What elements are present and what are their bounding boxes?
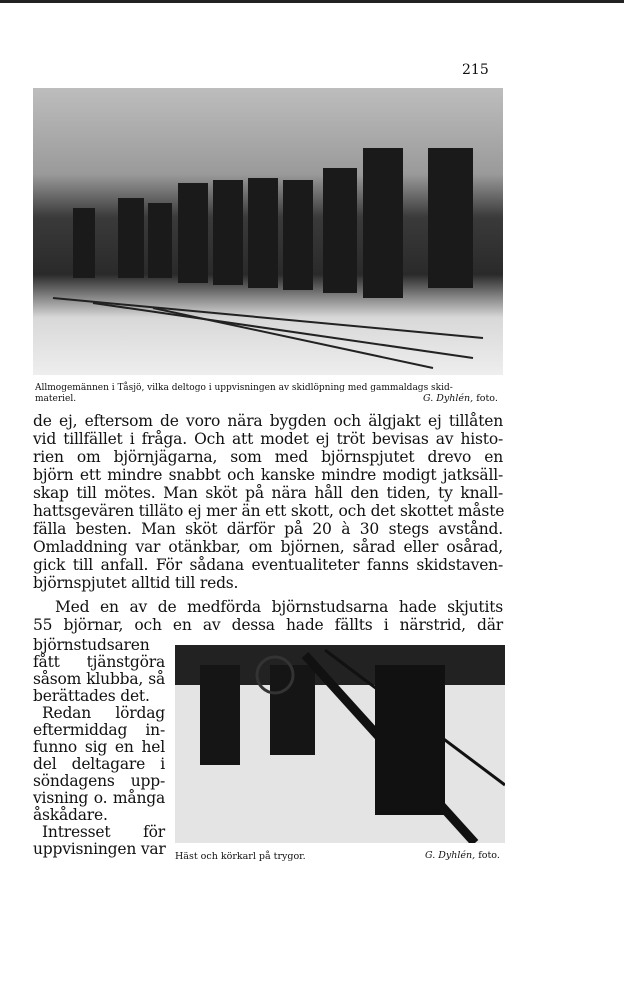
- text-line-narrow: såsom klubba, så: [33, 670, 165, 688]
- text-line-narrow: åskådare.: [33, 806, 108, 824]
- text-line: fälla besten. Man sköt därför på 20 à 30 stegs avstånd.: [33, 520, 503, 538]
- text-line: björnspjutet alltid till reds.: [33, 574, 239, 592]
- text-line: Omladdning var otänkbar, om björnen, sårad eller osårad,: [33, 538, 503, 556]
- horse-illustration: [175, 645, 505, 843]
- text-line: rien om björnjägarna, som med björnspjutet drevo en: [33, 448, 503, 466]
- photographer-name: G. Dyhlén,: [425, 850, 476, 861]
- top-border: [0, 0, 624, 3]
- text-line-narrow: fått tjänstgöra: [33, 653, 165, 671]
- page-number: 215: [462, 62, 489, 78]
- text-line: hattsgevären tilläto ej mer än ett skott, och det skottet måste: [33, 502, 505, 520]
- text-line: vid tillfället i fråga. Och att modet ej tröt bevisas av histo-: [33, 430, 503, 448]
- text-line-narrow: uppvisningen var: [33, 840, 166, 858]
- photo-skiers: [33, 88, 503, 375]
- photo1-caption-line2: materiel.: [35, 394, 77, 404]
- text-line-narrow: söndagens upp-: [33, 772, 165, 790]
- skiers-illustration: [33, 88, 503, 375]
- photo-horse: [175, 645, 505, 843]
- text-line-narrow: del deltagare i: [33, 755, 165, 773]
- photo2-credit: [425, 850, 500, 861]
- text-line-narrow: berättades det.: [33, 687, 150, 705]
- credit-suffix: foto.: [478, 850, 500, 861]
- text-line: de ej, eftersom de voro nära bygden och älgjakt ej tillåten: [33, 412, 503, 430]
- text-line-narrow: Redan lördag: [42, 704, 165, 722]
- text-line-narrow: visning o. många: [33, 789, 165, 807]
- text-line-narrow: Intresset för: [42, 823, 165, 841]
- photo2-caption: Häst och körkarl på trygor.: [175, 851, 306, 862]
- text-line-narrow: eftermiddag in-: [33, 721, 165, 739]
- text-line: björn ett mindre snabbt och kanske mindre modigt jatksäll-: [33, 466, 503, 484]
- text-line: 55 björnar, och en av dessa hade fällts i närstrid, där: [33, 616, 503, 634]
- text-line: skap till mötes. Man sköt på nära håll den tiden, ty knall-: [33, 484, 503, 502]
- photo1-caption-line1: Allmogemännen i Tåsjö, vilka deltogo i uppvisningen av skidlöpning med gammaldags skid-: [35, 383, 453, 393]
- photographer-name: G. Dyhlén,: [423, 393, 474, 404]
- text-line: gick till anfall. För sådana eventualiteter fanns skidstaven-: [33, 556, 503, 574]
- text-line-narrow: björnstudsaren: [33, 636, 150, 654]
- credit-suffix: foto.: [476, 393, 498, 404]
- photo1-credit: [423, 393, 498, 404]
- text-line-narrow: funno sig en hel: [33, 738, 165, 756]
- text-line: Med en av de medförda björnstudsarna hade skjutits: [55, 598, 503, 616]
